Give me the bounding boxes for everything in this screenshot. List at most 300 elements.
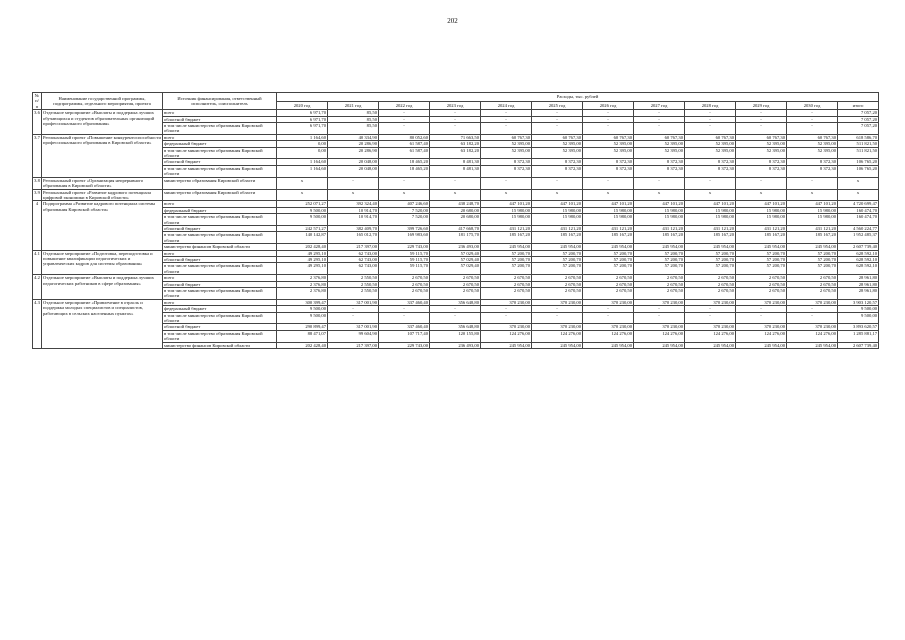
amount-cell: 28 961,80 [838,275,879,281]
amount-cell: 52 395,00 [481,147,532,159]
funding-source: в том числе министерство образования Кировской области [163,312,277,324]
item-number: 4.1 [33,250,42,275]
amount-cell: 1 952 485,37 [838,232,879,244]
funding-source: областной бюджет [163,225,277,231]
amount-cell: 49 295,10 [277,250,328,256]
amount-cell: 7 057,20 [838,110,879,116]
amount-cell: 71 663,50 [430,134,481,140]
amount-cell: 2 670,50 [685,281,736,287]
item-name: Отдельное мероприятие «Выплаты и поддержка лучших педагогических работников в сфере образования» [42,275,163,300]
amount-cell: 242 571,27 [277,225,328,231]
table-row [33,177,879,189]
amount-cell: 59 115,70 [379,256,430,262]
funding-source: в том числе министерство образования Кировской области [163,232,277,244]
funding-source: областной бюджет [163,159,277,165]
amount-cell: 2 670,50 [787,275,838,281]
amount-cell: 2 670,50 [430,288,481,300]
amount-cell: 356 648,80 [430,324,481,330]
amount-cell: 165 012,70 [328,232,379,244]
amount-cell: 2 670,50 [583,275,634,281]
amount-cell: - [634,306,685,312]
amount-cell: 2 376,80 [277,281,328,287]
amount-cell: 185 167,20 [787,232,838,244]
amount-cell: 185 167,20 [736,232,787,244]
amount-cell: 8 372,30 [583,165,634,177]
amount-cell: 317 001,90 [328,299,379,305]
amount-cell: x [328,189,379,201]
amount-cell: 2 670,50 [532,281,583,287]
amount-cell: 2 670,50 [481,281,532,287]
amount-cell: 370 230,00 [685,299,736,305]
amount-cell: 52 395,00 [787,147,838,159]
amount-cell: x [634,189,685,201]
table-body [33,110,879,349]
funding-source: в том числе министерство образования Кировской области [163,263,277,275]
amount-cell: 40 334,90 [328,134,379,140]
amount-cell: 245 954,00 [634,244,685,250]
year-header: 2028 год [685,101,736,110]
amount-cell: - [328,312,379,324]
amount-cell: 431 121,20 [583,225,634,231]
amount-cell: 511 821,50 [838,147,879,159]
amount-cell: 7 057,20 [838,116,879,122]
amount-cell: 2 670,50 [634,275,685,281]
year-header: итого [838,101,879,110]
amount-cell: 370 230,00 [634,299,685,305]
amount-cell: 15 980,00 [685,214,736,226]
amount-cell: 245 954,00 [634,342,685,348]
amount-cell: 62 743,00 [328,256,379,262]
amount-cell: 370 230,00 [634,324,685,330]
amount-cell: 59 115,70 [379,263,430,275]
item-name: Региональный проект «Повышение конкурентоспособности профессионального образования в Кировской области» [42,134,163,177]
amount-cell: 2 670,50 [634,281,685,287]
amount-cell: 4 560 224,77 [838,225,879,231]
amount-cell: 28 961,80 [838,288,879,300]
amount-cell: 370 230,00 [787,299,838,305]
amount-cell: 2 670,50 [787,288,838,300]
amount-cell: 124 276,00 [583,330,634,342]
amount-cell: 85,50 [328,123,379,135]
amount-cell: 2 670,50 [532,288,583,300]
amount-cell: 57 200,70 [532,263,583,275]
amount-cell: 57 200,70 [736,250,787,256]
amount-cell: x [277,177,328,189]
amount-cell: 59 115,70 [379,250,430,256]
amount-cell: - [634,177,685,189]
amount-cell: 52 395,00 [787,141,838,147]
amount-cell: 447 101,20 [532,201,583,207]
amount-cell: - [481,110,532,116]
amount-cell: - [787,177,838,189]
funding-source: федеральный бюджет [163,141,277,147]
funding-source: в том числе министерство образования Кировской области [163,288,277,300]
amount-cell: 300 399,47 [277,299,328,305]
item-name: Отдельное мероприятие «Подготовка, переподготовка и повышение квалификации педагогических и управленческих кадров для системы образования» [42,250,163,275]
item-name: Региональный проект «Организация непрерывного образования в Кировской области» [42,177,163,189]
funding-source: всего [163,201,277,207]
amount-cell: 2 670,50 [481,275,532,281]
amount-cell: - [685,123,736,135]
amount-cell: 57 200,70 [481,263,532,275]
amount-cell: 407 246,60 [379,201,430,207]
amount-cell: 229 743,00 [379,342,430,348]
amount-cell: 52 395,00 [685,147,736,159]
funding-source: федеральный бюджет [163,207,277,213]
item-name: Отдельное мероприятие «Привлечение в отрасль и поддержка молодых специалистов и специалистов, работающих в сельских населенных пунктах» [42,299,163,348]
amount-cell: 57 200,70 [787,263,838,275]
amount-cell: 9 500,00 [277,306,328,312]
item-number: 4.3 [33,299,42,348]
amount-cell: 49 295,10 [277,263,328,275]
amount-cell: 57 200,70 [532,256,583,262]
amount-cell: 317 001,90 [328,324,379,330]
amount-cell: - [736,123,787,135]
amount-cell: - [430,116,481,122]
amount-cell: 0,00 [277,141,328,147]
amount-cell: 2 670,50 [685,275,736,281]
amount-cell: 628 592,10 [838,250,879,256]
amount-cell: 2 670,50 [532,275,583,281]
amount-cell: 1 164,60 [277,134,328,140]
amount-cell: 8 372,30 [532,165,583,177]
item-name: Подпрограмма «Развитие кадрового потенциала системы образования Кировской области» [42,201,163,250]
amount-cell: 15 980,00 [634,207,685,213]
expenses-table [32,92,879,349]
year-header: 2027 год [634,101,685,110]
funding-source: министерство финансов Кировской области [163,342,277,348]
amount-cell: 236 493,00 [430,342,481,348]
amount-cell: - [583,306,634,312]
amount-cell: 370 230,00 [532,299,583,305]
item-number: 3.7 [33,134,42,177]
amount-cell: - [328,306,379,312]
amount-cell: 8 481,30 [430,159,481,165]
amount-cell: 2 550,50 [328,281,379,287]
amount-cell: 431 121,20 [787,225,838,231]
amount-cell: 417 668,70 [430,225,481,231]
amount-cell: 15 980,00 [736,214,787,226]
amount-cell: 9 500,00 [277,214,328,226]
amount-cell: 15 980,00 [787,207,838,213]
amount-cell: 57 200,70 [736,263,787,275]
amount-cell: 8 372,30 [583,159,634,165]
amount-cell: 438 248,70 [430,201,481,207]
amount-cell: - [532,116,583,122]
amount-cell: - [787,110,838,116]
amount-cell: - [532,123,583,135]
amount-cell: 57 200,70 [736,256,787,262]
amount-cell: - [481,116,532,122]
amount-cell: 8 372,30 [736,159,787,165]
amount-cell: 60 767,30 [634,134,685,140]
amount-cell: 52 395,00 [634,141,685,147]
amount-cell: x [277,189,328,201]
amount-cell: 15 980,00 [583,207,634,213]
amount-cell: 2 550,50 [328,288,379,300]
funding-source: в том числе министерство образования Кировской области [163,147,277,159]
amount-cell: 3 893 620,57 [838,324,879,330]
amount-cell: - [430,123,481,135]
amount-cell: 431 121,20 [685,225,736,231]
amount-cell: 511 821,50 [838,141,879,147]
amount-cell: 2 670,50 [736,281,787,287]
amount-cell: 337 460,40 [379,324,430,330]
funding-source: в том числе министерство образования Кировской области [163,123,277,135]
amount-cell: 20 680,00 [430,214,481,226]
amount-cell: 9 500,00 [838,306,879,312]
amount-cell: 15 980,00 [736,207,787,213]
amount-cell: 2 376,80 [277,275,328,281]
amount-cell: 245 954,00 [685,342,736,348]
amount-cell: - [685,177,736,189]
amount-cell: 447 101,20 [685,201,736,207]
amount-cell: 370 230,00 [787,324,838,330]
amount-cell: 60 767,30 [532,134,583,140]
funding-source: всего [163,299,277,305]
amount-cell: - [583,177,634,189]
amount-cell: 52 395,00 [634,147,685,159]
amount-cell: 618 586,70 [838,134,879,140]
amount-cell: - [532,177,583,189]
amount-cell: 245 954,00 [787,244,838,250]
funding-source: областной бюджет [163,116,277,122]
amount-cell: 431 121,20 [736,225,787,231]
amount-cell: 8 372,30 [787,165,838,177]
amount-cell: 6 971,70 [277,110,328,116]
amount-cell: 124 276,00 [736,330,787,342]
amount-cell: 2 607 739,40 [838,244,879,250]
amount-cell: 124 276,00 [634,330,685,342]
amount-cell: 370 230,00 [736,299,787,305]
amount-cell: - [736,177,787,189]
amount-cell: 2 670,50 [685,288,736,300]
page-number: 202 [447,17,458,25]
amount-cell: 62 743,00 [328,263,379,275]
amount-cell: 57 200,70 [685,263,736,275]
amount-cell: 124 276,00 [787,330,838,342]
col-header-source: Источник финансирования, ответственный исполнитель, соисполнитель [163,93,277,110]
amount-cell: - [532,312,583,324]
amount-cell: 57 200,70 [481,256,532,262]
amount-cell: - [787,312,838,324]
amount-cell: - [634,312,685,324]
amount-cell: 160 474,70 [838,214,879,226]
amount-cell: 8 481,30 [430,165,481,177]
amount-cell: 140 142,87 [277,232,328,244]
amount-cell: 9 500,00 [277,312,328,324]
amount-cell: 15 980,00 [787,214,838,226]
year-header: 2022 год [379,101,430,110]
amount-cell: 217 397,00 [328,342,379,348]
amount-cell: 431 121,20 [481,225,532,231]
amount-cell: 7 520,00 [379,214,430,226]
amount-cell: - [685,110,736,116]
amount-cell: 57 029,40 [430,250,481,256]
amount-cell: 160 474,70 [838,207,879,213]
amount-cell: - [379,116,430,122]
funding-source: в том числе министерство образования Кировской области [163,330,277,342]
amount-cell: 57 200,70 [685,250,736,256]
amount-cell: - [787,116,838,122]
funding-source: министерство образования Кировской области [163,177,277,189]
amount-cell: 2 670,50 [481,288,532,300]
amount-cell: 447 101,20 [583,201,634,207]
amount-cell: 1 285 881,17 [838,330,879,342]
funding-source: министерство образования Кировской области [163,189,277,201]
funding-source: в том числе министерство образования Кировской области [163,214,277,226]
amount-cell: 52 395,00 [736,147,787,159]
amount-cell: x [379,189,430,201]
amount-cell: - [532,110,583,116]
year-header: 2025 год [532,101,583,110]
amount-cell: 356 648,80 [430,299,481,305]
amount-cell: 399 726,60 [379,225,430,231]
amount-cell: 6 971,70 [277,116,328,122]
funding-source: всего [163,275,277,281]
amount-cell: - [634,116,685,122]
amount-cell: - [583,110,634,116]
amount-cell: - [634,110,685,116]
amount-cell: 57 200,70 [634,263,685,275]
amount-cell: x [787,189,838,201]
amount-cell: 290 899,47 [277,324,328,330]
amount-cell: 60 767,30 [736,134,787,140]
amount-cell: 15 980,00 [685,207,736,213]
amount-cell: 124 276,00 [685,330,736,342]
amount-cell: - [634,123,685,135]
amount-cell: x [583,189,634,201]
amount-cell: 0,00 [277,147,328,159]
amount-cell: 57 200,70 [634,250,685,256]
funding-source: министерство финансов Кировской области [163,244,277,250]
amount-cell: - [430,306,481,312]
amount-cell: 20 680,00 [430,207,481,213]
amount-cell: 15 980,00 [634,214,685,226]
amount-cell: 245 954,00 [685,244,736,250]
amount-cell: 15 980,00 [532,207,583,213]
amount-cell: x [838,189,879,201]
amount-cell: x [430,189,481,201]
amount-cell: 370 230,00 [736,324,787,330]
amount-cell: 1 164,60 [277,159,328,165]
amount-cell: 236 493,00 [430,244,481,250]
amount-cell: 20 286,90 [328,141,379,147]
amount-cell: - [532,306,583,312]
amount-cell: 628 592,10 [838,263,879,275]
amount-cell: 60 767,30 [481,134,532,140]
col-header-name: Наименование государственной программы, подпрограммы, отдельного мероприятия, проекта [42,93,163,110]
amount-cell: 217 397,00 [328,244,379,250]
amount-cell: 9 500,00 [838,312,879,324]
amount-cell: 7 520,00 [379,207,430,213]
funding-source: федеральный бюджет [163,306,277,312]
amount-cell: 245 954,00 [736,244,787,250]
amount-cell: 2 670,50 [430,275,481,281]
amount-cell: 2 670,50 [736,288,787,300]
amount-cell: 245 954,00 [481,244,532,250]
amount-cell: - [685,306,736,312]
year-header: 2026 год [583,101,634,110]
amount-cell: 85,50 [328,116,379,122]
item-number: 3.8 [33,177,42,189]
amount-cell: x [481,189,532,201]
amount-cell: 337 460,40 [379,299,430,305]
amount-cell: 185 167,20 [481,232,532,244]
amount-cell: 124 276,00 [481,330,532,342]
amount-cell: 10 914,70 [328,214,379,226]
amount-cell: 185 167,20 [685,232,736,244]
amount-cell: 185 167,20 [634,232,685,244]
amount-cell: 120 155,80 [430,330,481,342]
amount-cell: 61 587,40 [379,147,430,159]
amount-cell: 106 765,20 [838,165,879,177]
amount-cell: 62 743,00 [328,250,379,256]
funding-source: областной бюджет [163,324,277,330]
amount-cell: 52 395,00 [685,141,736,147]
amount-cell: 10 914,70 [328,207,379,213]
amount-cell: 252 071,27 [277,201,328,207]
funding-source: всего [163,134,277,140]
amount-cell: 52 395,00 [583,147,634,159]
amount-cell: 99 604,90 [328,330,379,342]
amount-cell: 7 057,20 [838,123,879,135]
amount-cell: 202 428,40 [277,244,328,250]
item-number: 3.9 [33,189,42,201]
amount-cell: 60 767,30 [685,134,736,140]
amount-cell: 202 428,40 [277,342,328,348]
item-number: 4.2 [33,275,42,300]
amount-cell: 107 717,40 [379,330,430,342]
amount-cell: 20 286,90 [328,147,379,159]
amount-cell: 6 971,70 [277,123,328,135]
amount-cell: 447 101,20 [736,201,787,207]
amount-cell: 628 592,10 [838,256,879,262]
amount-cell: 85,50 [328,110,379,116]
amount-cell: 2 670,50 [379,275,430,281]
amount-cell: - [736,306,787,312]
col-header-no: № п/п [33,93,42,110]
amount-cell: 52 395,00 [481,141,532,147]
amount-cell: 52 395,00 [736,141,787,147]
amount-cell: - [430,110,481,116]
amount-cell: 20 048,00 [328,165,379,177]
funding-source: областной бюджет [163,281,277,287]
amount-cell: x [838,177,879,189]
amount-cell: - [481,312,532,324]
amount-cell: 57 200,70 [583,250,634,256]
amount-cell: 431 121,20 [532,225,583,231]
table-row [33,189,879,201]
amount-cell: 15 980,00 [583,214,634,226]
amount-cell: 52 395,00 [583,141,634,147]
amount-cell: - [430,177,481,189]
amount-cell: 8 372,30 [736,165,787,177]
amount-cell: 447 101,20 [787,201,838,207]
amount-cell: x [532,189,583,201]
amount-cell: 2 670,50 [634,288,685,300]
amount-cell: 370 230,00 [583,299,634,305]
table-header [33,93,879,110]
amount-cell: 370 230,00 [481,324,532,330]
year-header: 2023 год [430,101,481,110]
amount-cell: 245 954,00 [481,342,532,348]
amount-cell: - [583,312,634,324]
amount-cell: 185 167,20 [532,232,583,244]
amount-cell: 169 983,60 [379,232,430,244]
amount-cell: 57 200,70 [787,256,838,262]
year-header: 2020 год [277,101,328,110]
